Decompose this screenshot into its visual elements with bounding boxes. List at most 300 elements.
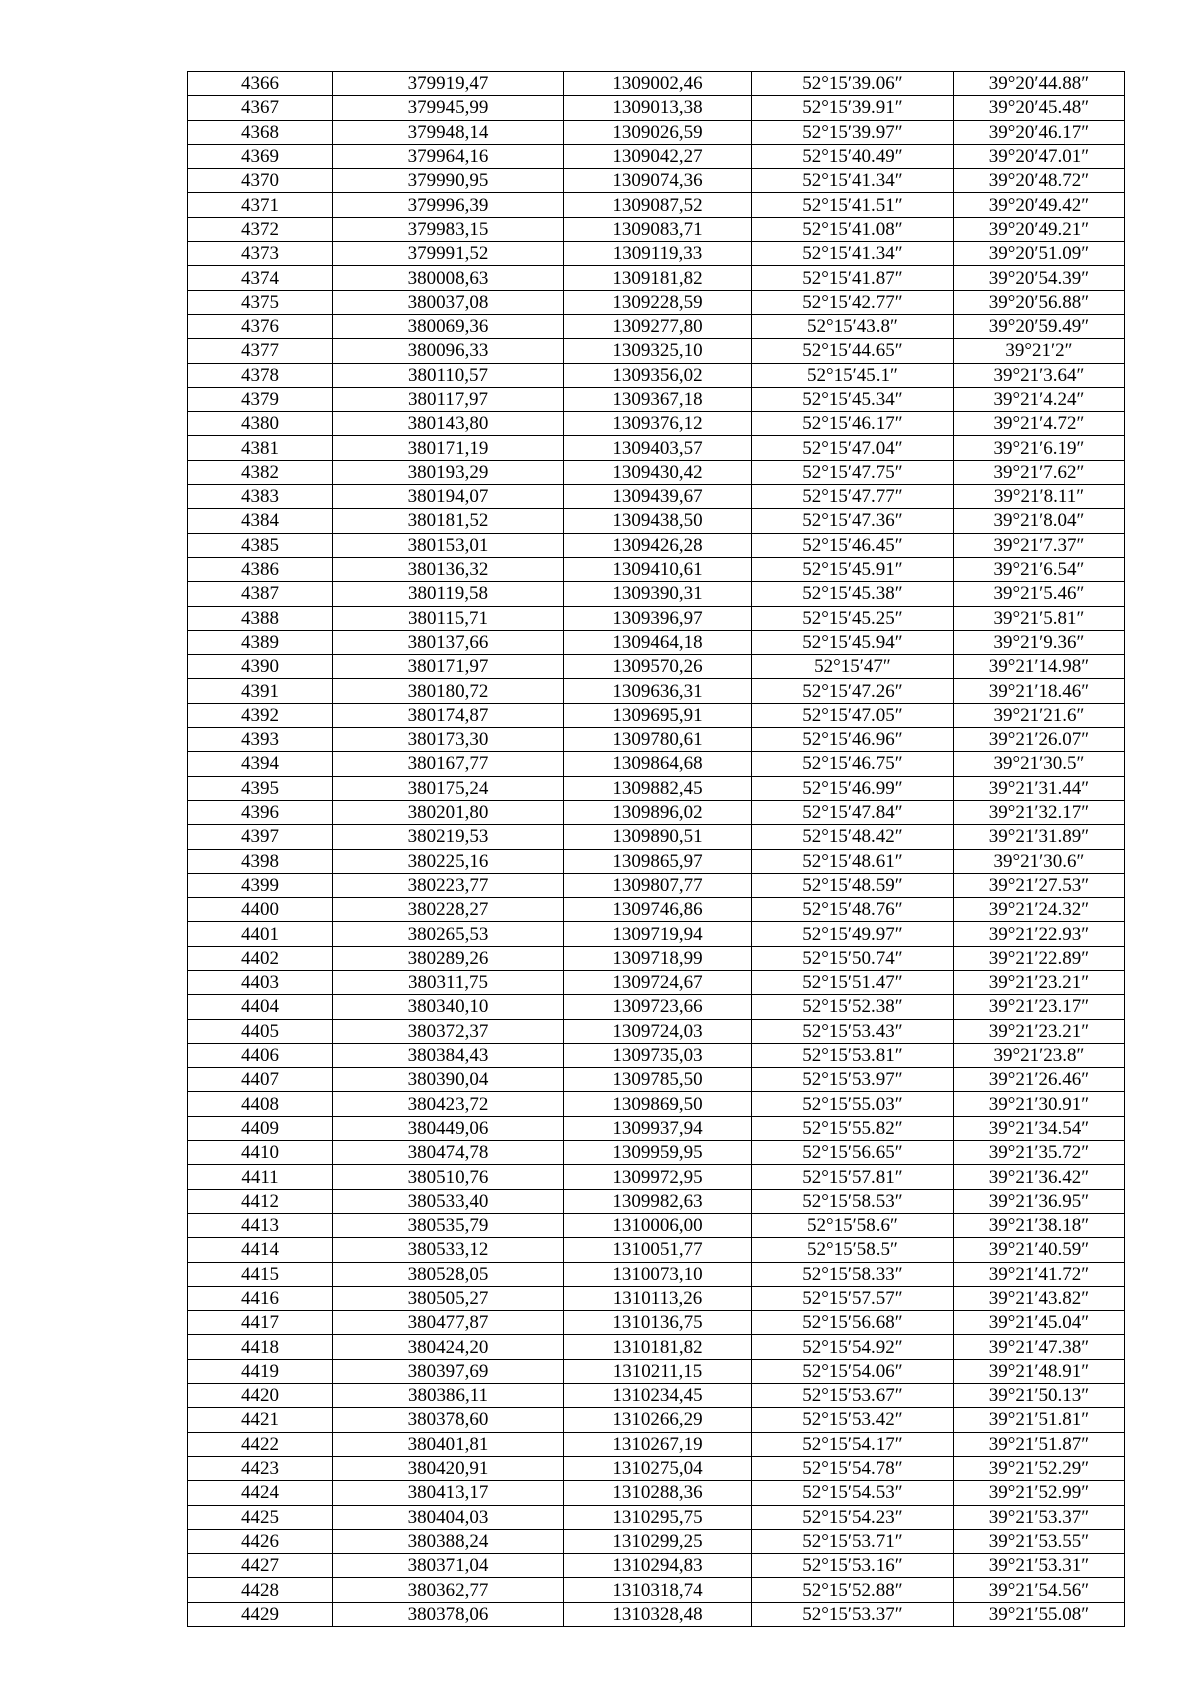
- longitude-cell: 39°21′23.21″: [954, 1019, 1125, 1043]
- coordinates-table: [187, 71, 1125, 1627]
- table-row: [188, 776, 1125, 800]
- y-coordinate-cell: 1309087,52: [564, 193, 752, 217]
- latitude-cell: 52°15′39.06″: [752, 72, 954, 96]
- latitude-cell: 52°15′42.77″: [752, 290, 954, 314]
- point-number-cell: 4397: [188, 825, 333, 849]
- y-coordinate-cell: 1310288,36: [564, 1481, 752, 1505]
- latitude-cell: 52°15′47″: [752, 655, 954, 679]
- x-coordinate-cell: 379990,95: [333, 169, 564, 193]
- table-row: [188, 363, 1125, 387]
- table-row: [188, 728, 1125, 752]
- latitude-cell: 52°15′46.75″: [752, 752, 954, 776]
- y-coordinate-cell: 1309119,33: [564, 242, 752, 266]
- x-coordinate-cell: 380424,20: [333, 1335, 564, 1359]
- point-number-cell: 4367: [188, 96, 333, 120]
- longitude-cell: 39°21′23.21″: [954, 970, 1125, 994]
- point-number-cell: 4429: [188, 1602, 333, 1626]
- table-row: [188, 1238, 1125, 1262]
- x-coordinate-cell: 380289,26: [333, 946, 564, 970]
- latitude-cell: 52°15′45.1″: [752, 363, 954, 387]
- longitude-cell: 39°21′36.42″: [954, 1165, 1125, 1189]
- x-coordinate-cell: 380181,52: [333, 509, 564, 533]
- y-coordinate-cell: 1309439,67: [564, 485, 752, 509]
- y-coordinate-cell: 1309982,63: [564, 1189, 752, 1213]
- longitude-cell: 39°21′53.55″: [954, 1529, 1125, 1553]
- longitude-cell: 39°21′22.89″: [954, 946, 1125, 970]
- x-coordinate-cell: 380110,57: [333, 363, 564, 387]
- latitude-cell: 52°15′49.97″: [752, 922, 954, 946]
- longitude-cell: 39°21′21.6″: [954, 703, 1125, 727]
- x-coordinate-cell: 380008,63: [333, 266, 564, 290]
- table-row: [188, 1068, 1125, 1092]
- point-number-cell: 4400: [188, 898, 333, 922]
- longitude-cell: 39°21′40.59″: [954, 1238, 1125, 1262]
- point-number-cell: 4368: [188, 120, 333, 144]
- point-number-cell: 4388: [188, 606, 333, 630]
- x-coordinate-cell: 380397,69: [333, 1359, 564, 1383]
- y-coordinate-cell: 1309083,71: [564, 217, 752, 241]
- point-number-cell: 4413: [188, 1213, 333, 1237]
- table-row: [188, 703, 1125, 727]
- longitude-cell: 39°21′5.46″: [954, 582, 1125, 606]
- y-coordinate-cell: 1309937,94: [564, 1116, 752, 1140]
- y-coordinate-cell: 1309430,42: [564, 460, 752, 484]
- point-number-cell: 4402: [188, 946, 333, 970]
- longitude-cell: 39°21′3.64″: [954, 363, 1125, 387]
- longitude-cell: 39°21′8.11″: [954, 485, 1125, 509]
- x-coordinate-cell: 380175,24: [333, 776, 564, 800]
- x-coordinate-cell: 380228,27: [333, 898, 564, 922]
- longitude-cell: 39°21′8.04″: [954, 509, 1125, 533]
- longitude-cell: 39°21′24.32″: [954, 898, 1125, 922]
- table-row: [188, 1335, 1125, 1359]
- x-coordinate-cell: 380386,11: [333, 1384, 564, 1408]
- longitude-cell: 39°21′27.53″: [954, 873, 1125, 897]
- y-coordinate-cell: 1309869,50: [564, 1092, 752, 1116]
- longitude-cell: 39°21′6.19″: [954, 436, 1125, 460]
- longitude-cell: 39°21′35.72″: [954, 1141, 1125, 1165]
- point-number-cell: 4425: [188, 1505, 333, 1529]
- latitude-cell: 52°15′57.81″: [752, 1165, 954, 1189]
- y-coordinate-cell: 1310211,15: [564, 1359, 752, 1383]
- table-row: [188, 266, 1125, 290]
- x-coordinate-cell: 379919,47: [333, 72, 564, 96]
- latitude-cell: 52°15′45.34″: [752, 387, 954, 411]
- table-row: [188, 1116, 1125, 1140]
- longitude-cell: 39°21′23.17″: [954, 995, 1125, 1019]
- point-number-cell: 4375: [188, 290, 333, 314]
- x-coordinate-cell: 380384,43: [333, 1043, 564, 1067]
- y-coordinate-cell: 1310267,19: [564, 1432, 752, 1456]
- table-row: [188, 922, 1125, 946]
- y-coordinate-cell: 1310295,75: [564, 1505, 752, 1529]
- table-row: [188, 752, 1125, 776]
- y-coordinate-cell: 1310318,74: [564, 1578, 752, 1602]
- table-row: [188, 1043, 1125, 1067]
- point-number-cell: 4392: [188, 703, 333, 727]
- point-number-cell: 4393: [188, 728, 333, 752]
- table-row: [188, 1189, 1125, 1213]
- x-coordinate-cell: 380535,79: [333, 1213, 564, 1237]
- y-coordinate-cell: 1309228,59: [564, 290, 752, 314]
- point-number-cell: 4383: [188, 485, 333, 509]
- point-number-cell: 4399: [188, 873, 333, 897]
- longitude-cell: 39°21′38.18″: [954, 1213, 1125, 1237]
- y-coordinate-cell: 1309785,50: [564, 1068, 752, 1092]
- x-coordinate-cell: 380311,75: [333, 970, 564, 994]
- longitude-cell: 39°20′48.72″: [954, 169, 1125, 193]
- table-row: [188, 193, 1125, 217]
- y-coordinate-cell: 1309396,97: [564, 606, 752, 630]
- longitude-cell: 39°21′2″: [954, 339, 1125, 363]
- latitude-cell: 52°15′41.51″: [752, 193, 954, 217]
- point-number-cell: 4423: [188, 1456, 333, 1480]
- point-number-cell: 4401: [188, 922, 333, 946]
- longitude-cell: 39°21′30.5″: [954, 752, 1125, 776]
- x-coordinate-cell: 380510,76: [333, 1165, 564, 1189]
- y-coordinate-cell: 1309724,03: [564, 1019, 752, 1043]
- latitude-cell: 52°15′45.25″: [752, 606, 954, 630]
- x-coordinate-cell: 380265,53: [333, 922, 564, 946]
- latitude-cell: 52°15′47.84″: [752, 800, 954, 824]
- x-coordinate-cell: 380372,37: [333, 1019, 564, 1043]
- y-coordinate-cell: 1309356,02: [564, 363, 752, 387]
- x-coordinate-cell: 380137,66: [333, 630, 564, 654]
- latitude-cell: 52°15′47.04″: [752, 436, 954, 460]
- x-coordinate-cell: 380143,80: [333, 412, 564, 436]
- x-coordinate-cell: 380069,36: [333, 314, 564, 338]
- x-coordinate-cell: 380420,91: [333, 1456, 564, 1480]
- longitude-cell: 39°21′50.13″: [954, 1384, 1125, 1408]
- latitude-cell: 52°15′48.76″: [752, 898, 954, 922]
- coordinates-table-body: [188, 72, 1125, 1627]
- longitude-cell: 39°21′45.04″: [954, 1311, 1125, 1335]
- y-coordinate-cell: 1310181,82: [564, 1335, 752, 1359]
- table-row: [188, 1213, 1125, 1237]
- latitude-cell: 52°15′44.65″: [752, 339, 954, 363]
- x-coordinate-cell: 380340,10: [333, 995, 564, 1019]
- latitude-cell: 52°15′56.65″: [752, 1141, 954, 1165]
- table-row: [188, 873, 1125, 897]
- latitude-cell: 52°15′45.91″: [752, 557, 954, 581]
- longitude-cell: 39°20′45.48″: [954, 96, 1125, 120]
- x-coordinate-cell: 380449,06: [333, 1116, 564, 1140]
- point-number-cell: 4395: [188, 776, 333, 800]
- table-row: [188, 849, 1125, 873]
- table-row: [188, 314, 1125, 338]
- y-coordinate-cell: 1310136,75: [564, 1311, 752, 1335]
- table-row: [188, 144, 1125, 168]
- y-coordinate-cell: 1309390,31: [564, 582, 752, 606]
- table-row: [188, 460, 1125, 484]
- x-coordinate-cell: 380193,29: [333, 460, 564, 484]
- table-row: [188, 412, 1125, 436]
- point-number-cell: 4416: [188, 1286, 333, 1310]
- point-number-cell: 4419: [188, 1359, 333, 1383]
- point-number-cell: 4390: [188, 655, 333, 679]
- x-coordinate-cell: 379948,14: [333, 120, 564, 144]
- point-number-cell: 4426: [188, 1529, 333, 1553]
- latitude-cell: 52°15′45.94″: [752, 630, 954, 654]
- table-row: [188, 630, 1125, 654]
- latitude-cell: 52°15′58.6″: [752, 1213, 954, 1237]
- x-coordinate-cell: 380223,77: [333, 873, 564, 897]
- x-coordinate-cell: 380167,77: [333, 752, 564, 776]
- latitude-cell: 52°15′53.97″: [752, 1068, 954, 1092]
- latitude-cell: 52°15′53.81″: [752, 1043, 954, 1067]
- longitude-cell: 39°21′9.36″: [954, 630, 1125, 654]
- point-number-cell: 4374: [188, 266, 333, 290]
- table-row: [188, 1384, 1125, 1408]
- y-coordinate-cell: 1309896,02: [564, 800, 752, 824]
- y-coordinate-cell: 1309719,94: [564, 922, 752, 946]
- x-coordinate-cell: 380174,87: [333, 703, 564, 727]
- point-number-cell: 4414: [188, 1238, 333, 1262]
- table-row: [188, 1529, 1125, 1553]
- y-coordinate-cell: 1310234,45: [564, 1384, 752, 1408]
- table-row: [188, 1432, 1125, 1456]
- latitude-cell: 52°15′58.33″: [752, 1262, 954, 1286]
- y-coordinate-cell: 1310051,77: [564, 1238, 752, 1262]
- latitude-cell: 52°15′43.8″: [752, 314, 954, 338]
- table-row: [188, 800, 1125, 824]
- y-coordinate-cell: 1309636,31: [564, 679, 752, 703]
- table-row: [188, 1359, 1125, 1383]
- longitude-cell: 39°21′34.54″: [954, 1116, 1125, 1140]
- latitude-cell: 52°15′47.75″: [752, 460, 954, 484]
- y-coordinate-cell: 1310299,25: [564, 1529, 752, 1553]
- y-coordinate-cell: 1309695,91: [564, 703, 752, 727]
- latitude-cell: 52°15′45.38″: [752, 582, 954, 606]
- table-row: [188, 606, 1125, 630]
- y-coordinate-cell: 1309735,03: [564, 1043, 752, 1067]
- latitude-cell: 52°15′56.68″: [752, 1311, 954, 1335]
- y-coordinate-cell: 1310073,10: [564, 1262, 752, 1286]
- latitude-cell: 52°15′55.82″: [752, 1116, 954, 1140]
- x-coordinate-cell: 379983,15: [333, 217, 564, 241]
- longitude-cell: 39°21′41.72″: [954, 1262, 1125, 1286]
- table-row: [188, 509, 1125, 533]
- x-coordinate-cell: 380037,08: [333, 290, 564, 314]
- y-coordinate-cell: 1310275,04: [564, 1456, 752, 1480]
- y-coordinate-cell: 1309426,28: [564, 533, 752, 557]
- table-row: [188, 582, 1125, 606]
- table-row: [188, 995, 1125, 1019]
- latitude-cell: 52°15′53.42″: [752, 1408, 954, 1432]
- latitude-cell: 52°15′57.57″: [752, 1286, 954, 1310]
- point-number-cell: 4382: [188, 460, 333, 484]
- x-coordinate-cell: 379991,52: [333, 242, 564, 266]
- y-coordinate-cell: 1309367,18: [564, 387, 752, 411]
- table-row: [188, 1092, 1125, 1116]
- longitude-cell: 39°20′56.88″: [954, 290, 1125, 314]
- point-number-cell: 4421: [188, 1408, 333, 1432]
- point-number-cell: 4405: [188, 1019, 333, 1043]
- point-number-cell: 4424: [188, 1481, 333, 1505]
- y-coordinate-cell: 1309410,61: [564, 557, 752, 581]
- latitude-cell: 52°15′54.06″: [752, 1359, 954, 1383]
- y-coordinate-cell: 1310294,83: [564, 1554, 752, 1578]
- latitude-cell: 52°15′53.37″: [752, 1602, 954, 1626]
- point-number-cell: 4386: [188, 557, 333, 581]
- x-coordinate-cell: 380180,72: [333, 679, 564, 703]
- y-coordinate-cell: 1309959,95: [564, 1141, 752, 1165]
- x-coordinate-cell: 379964,16: [333, 144, 564, 168]
- longitude-cell: 39°21′53.37″: [954, 1505, 1125, 1529]
- y-coordinate-cell: 1309277,80: [564, 314, 752, 338]
- x-coordinate-cell: 380225,16: [333, 849, 564, 873]
- y-coordinate-cell: 1310006,00: [564, 1213, 752, 1237]
- y-coordinate-cell: 1309718,99: [564, 946, 752, 970]
- y-coordinate-cell: 1309570,26: [564, 655, 752, 679]
- table-row: [188, 1165, 1125, 1189]
- point-number-cell: 4418: [188, 1335, 333, 1359]
- point-number-cell: 4378: [188, 363, 333, 387]
- longitude-cell: 39°20′49.21″: [954, 217, 1125, 241]
- table-row: [188, 1481, 1125, 1505]
- point-number-cell: 4376: [188, 314, 333, 338]
- x-coordinate-cell: 380194,07: [333, 485, 564, 509]
- latitude-cell: 52°15′51.47″: [752, 970, 954, 994]
- x-coordinate-cell: 380096,33: [333, 339, 564, 363]
- point-number-cell: 4394: [188, 752, 333, 776]
- latitude-cell: 52°15′41.87″: [752, 266, 954, 290]
- point-number-cell: 4366: [188, 72, 333, 96]
- longitude-cell: 39°21′30.91″: [954, 1092, 1125, 1116]
- table-row: [188, 1578, 1125, 1602]
- latitude-cell: 52°15′58.5″: [752, 1238, 954, 1262]
- x-coordinate-cell: 380153,01: [333, 533, 564, 557]
- longitude-cell: 39°21′32.17″: [954, 800, 1125, 824]
- y-coordinate-cell: 1309864,68: [564, 752, 752, 776]
- y-coordinate-cell: 1309882,45: [564, 776, 752, 800]
- table-row: [188, 1262, 1125, 1286]
- y-coordinate-cell: 1309325,10: [564, 339, 752, 363]
- latitude-cell: 52°15′46.17″: [752, 412, 954, 436]
- longitude-cell: 39°20′59.49″: [954, 314, 1125, 338]
- x-coordinate-cell: 380173,30: [333, 728, 564, 752]
- point-number-cell: 4398: [188, 849, 333, 873]
- latitude-cell: 52°15′39.97″: [752, 120, 954, 144]
- x-coordinate-cell: 380201,80: [333, 800, 564, 824]
- latitude-cell: 52°15′54.78″: [752, 1456, 954, 1480]
- latitude-cell: 52°15′50.74″: [752, 946, 954, 970]
- latitude-cell: 52°15′54.53″: [752, 1481, 954, 1505]
- y-coordinate-cell: 1309074,36: [564, 169, 752, 193]
- latitude-cell: 52°15′55.03″: [752, 1092, 954, 1116]
- point-number-cell: 4427: [188, 1554, 333, 1578]
- x-coordinate-cell: 380477,87: [333, 1311, 564, 1335]
- longitude-cell: 39°21′55.08″: [954, 1602, 1125, 1626]
- y-coordinate-cell: 1309890,51: [564, 825, 752, 849]
- y-coordinate-cell: 1309865,97: [564, 849, 752, 873]
- table-row: [188, 557, 1125, 581]
- point-number-cell: 4417: [188, 1311, 333, 1335]
- x-coordinate-cell: 380404,03: [333, 1505, 564, 1529]
- point-number-cell: 4407: [188, 1068, 333, 1092]
- longitude-cell: 39°21′4.72″: [954, 412, 1125, 436]
- longitude-cell: 39°20′49.42″: [954, 193, 1125, 217]
- longitude-cell: 39°21′52.99″: [954, 1481, 1125, 1505]
- latitude-cell: 52°15′54.17″: [752, 1432, 954, 1456]
- latitude-cell: 52°15′52.38″: [752, 995, 954, 1019]
- latitude-cell: 52°15′46.99″: [752, 776, 954, 800]
- point-number-cell: 4403: [188, 970, 333, 994]
- point-number-cell: 4428: [188, 1578, 333, 1602]
- longitude-cell: 39°20′51.09″: [954, 242, 1125, 266]
- table-row: [188, 242, 1125, 266]
- latitude-cell: 52°15′53.16″: [752, 1554, 954, 1578]
- longitude-cell: 39°20′47.01″: [954, 144, 1125, 168]
- longitude-cell: 39°21′5.81″: [954, 606, 1125, 630]
- point-number-cell: 4415: [188, 1262, 333, 1286]
- longitude-cell: 39°21′31.89″: [954, 825, 1125, 849]
- point-number-cell: 4370: [188, 169, 333, 193]
- longitude-cell: 39°21′31.44″: [954, 776, 1125, 800]
- longitude-cell: 39°21′14.98″: [954, 655, 1125, 679]
- point-number-cell: 4408: [188, 1092, 333, 1116]
- x-coordinate-cell: 380388,24: [333, 1529, 564, 1553]
- latitude-cell: 52°15′41.08″: [752, 217, 954, 241]
- point-number-cell: 4372: [188, 217, 333, 241]
- latitude-cell: 52°15′41.34″: [752, 169, 954, 193]
- longitude-cell: 39°21′23.8″: [954, 1043, 1125, 1067]
- longitude-cell: 39°21′4.24″: [954, 387, 1125, 411]
- point-number-cell: 4371: [188, 193, 333, 217]
- table-row: [188, 485, 1125, 509]
- point-number-cell: 4410: [188, 1141, 333, 1165]
- y-coordinate-cell: 1309042,27: [564, 144, 752, 168]
- y-coordinate-cell: 1309780,61: [564, 728, 752, 752]
- x-coordinate-cell: 380171,97: [333, 655, 564, 679]
- longitude-cell: 39°21′53.31″: [954, 1554, 1125, 1578]
- point-number-cell: 4389: [188, 630, 333, 654]
- point-number-cell: 4409: [188, 1116, 333, 1140]
- table-row: [188, 436, 1125, 460]
- latitude-cell: 52°15′52.88″: [752, 1578, 954, 1602]
- x-coordinate-cell: 380390,04: [333, 1068, 564, 1092]
- longitude-cell: 39°20′46.17″: [954, 120, 1125, 144]
- latitude-cell: 52°15′47.05″: [752, 703, 954, 727]
- point-number-cell: 4369: [188, 144, 333, 168]
- latitude-cell: 52°15′53.71″: [752, 1529, 954, 1553]
- longitude-cell: 39°21′22.93″: [954, 922, 1125, 946]
- table-row: [188, 1408, 1125, 1432]
- table-row: [188, 339, 1125, 363]
- x-coordinate-cell: 380505,27: [333, 1286, 564, 1310]
- table-row: [188, 72, 1125, 96]
- y-coordinate-cell: 1309002,46: [564, 72, 752, 96]
- x-coordinate-cell: 380171,19: [333, 436, 564, 460]
- x-coordinate-cell: 380474,78: [333, 1141, 564, 1165]
- y-coordinate-cell: 1309972,95: [564, 1165, 752, 1189]
- y-coordinate-cell: 1309724,67: [564, 970, 752, 994]
- latitude-cell: 52°15′53.43″: [752, 1019, 954, 1043]
- longitude-cell: 39°20′54.39″: [954, 266, 1125, 290]
- table-row: [188, 1456, 1125, 1480]
- latitude-cell: 52°15′53.67″: [752, 1384, 954, 1408]
- point-number-cell: 4420: [188, 1384, 333, 1408]
- x-coordinate-cell: 380115,71: [333, 606, 564, 630]
- x-coordinate-cell: 380219,53: [333, 825, 564, 849]
- table-row: [188, 970, 1125, 994]
- latitude-cell: 52°15′46.45″: [752, 533, 954, 557]
- longitude-cell: 39°21′7.62″: [954, 460, 1125, 484]
- x-coordinate-cell: 380378,06: [333, 1602, 564, 1626]
- y-coordinate-cell: 1309013,38: [564, 96, 752, 120]
- point-number-cell: 4373: [188, 242, 333, 266]
- point-number-cell: 4379: [188, 387, 333, 411]
